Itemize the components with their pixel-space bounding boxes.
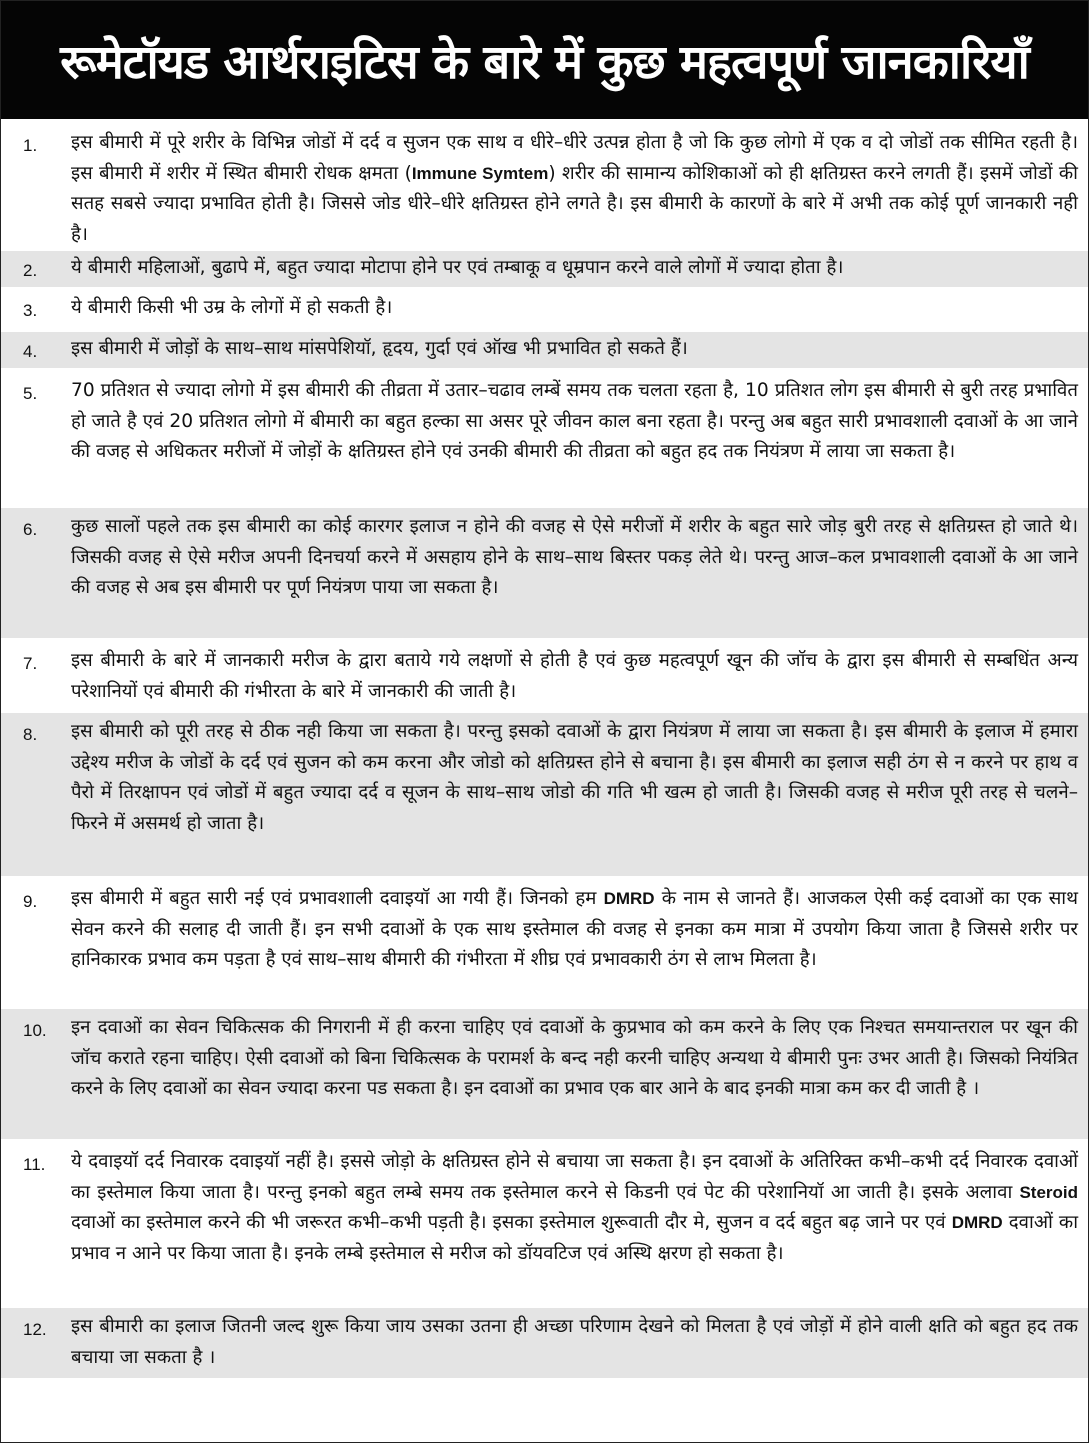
item-text-run: ये बीमारी किसी भी उम्र के लोगों में हो सकती है। [71,297,393,318]
item-text [63,1312,1078,1378]
item-text [63,334,1078,368]
list-item [1,508,1088,638]
item-text-run: कुछ सालों पहले तक इस बीमारी का कोई कारगर इलाज न होने की वजह से ऐसे मरीजों में शरीर के बहुत सारे जोड़ बुरी तरह से क्षतिग्रस्त हो जाते थे। जिसकी वजह से ऐसे मरीज अपनी दिनचर्या करने में असहाय होने के साथ–साथ बिस्तर पकड़ लेते थे। परन्तु आज–कल प्रभावशाली दवाओं के आ जाने की वजह से अब इस बीमारी पर पूर्ण नियंत्रण पाया जा सकता है। [71,516,1078,598]
item-text [63,512,1078,638]
list-item [1,638,1088,713]
item-number: 4. [23,342,38,361]
item-text-emphasis: DMRD [951,1213,1003,1232]
item-text-emphasis: Steroid [1019,1182,1078,1202]
item-text [63,1013,1078,1139]
item-text-run: ये बीमारी महिलाओं, बुढापे में, बहुत ज्यादा मोटापा होने पर एवं तम्बाकू व धूम्रपान करने वाले लोगों में ज्यादा होता है। [71,257,844,278]
item-text [63,376,1078,508]
item-text-run: 70 प्रतिशत से ज्यादा लोगो में इस बीमारी की तीव्रता में उतार–चढाव लम्बें समय तक चलता रहता है, 10 प्रतिशत लोग इस बीमारी से बुरी तरह प्रभावित हो जाते है एवं 20 प्रतिशत लोगो में बीमारी का बहुत हल्का सा असर पूरे जीवन काल बना रहता है। परन्तु अब बहुत सारी प्रभावशाली दवाओं के आ जाने की वजह से अधिकतर मरीजों में जोड़ों के क्षतिग्रस्त होने एवं उनकी बीमारी की तीव्रता को बहुत हद तक नियंत्रण में लाया जा सकता है। [71,380,1078,462]
item-number: 9. [23,892,38,911]
item-text [63,293,1078,332]
item-text-run: इस बीमारी में बहुत सारी नई एवं प्रभावशाली दवाइयॉ आ गयी हैं। जिनको हम [71,888,604,909]
item-number: 10. [23,1021,47,1040]
item-text-emphasis: DMRD [603,889,655,908]
item-text-run: इस बीमारी के बारे में जानकारी मरीज के द्वारा बताये गये लक्षणों से होती है एवं कुछ महत्वपूर्ण खून की जॉच के द्वारा इस बीमारी से सम्बधिंत अन्य परेशानियों एवं बीमारी की गंभीरता के बारे में जानकारी की जाती है। [71,650,1078,702]
item-number: 1. [23,136,38,155]
item-number: 2. [23,261,38,280]
title-banner [1,1,1088,119]
item-number: 7. [23,654,38,673]
item-text-run: दवाओं का इस्तेमाल करने की भी जरूरत कभी–कभी पड़ती है। इसका इस्तेमाल शुरूवाती दौर मे, सुजन व दर्द बहुत बढ़ जाने पर एवं [71,1212,952,1233]
item-text-run: दवाओं का प्रभाव न आने पर किया जाता है। इनके लम्बे इस्तेमाल से मरीज को डॉयवटिज एवं अस्थि क्षरण हो सकता है। [71,1212,1079,1264]
item-text [63,717,1078,876]
item-text [63,253,1078,287]
item-text [63,128,1078,251]
item-text [63,1147,1078,1308]
list-item [1,1009,1088,1139]
item-number: 3. [23,301,38,320]
item-text-run: के नाम से जानते हैं। आजकल ऐसी कई दवाओं का एक साथ सेवन करने की सलाह दी जाती हैं। इन सभी दवाओं के एक साथ इस्तेमाल की वजह से इनका कम मात्रा में उपयोग किया जाता है जिससे शरीर पर हानिकारक प्रभाव कम पड़ता है एवं साथ–साथ बीमारी की गंभीरता में शीघ्र एवं प्रभावकारी ठंग से लाभ मिलता है। [71,888,1078,970]
list-item [1,713,1088,876]
list-item [1,251,1088,287]
list-item [1,368,1088,508]
page-title: रूमेटॉयड आर्थराइटिस के बारे में कुछ महत्वपूर्ण जानकारियाँ [60,35,1029,90]
item-number: 6. [23,520,38,539]
item-number: 11. [23,1155,46,1174]
item-text-run: इन दवाओं का सेवन चिकित्सक की निगरानी में ही करना चाहिए एवं दवाओं के कुप्रभाव को कम करने के लिए एक निश्चत समयान्तराल पर खून की जॉच कराते रहना चाहिए। ऐसी दवाओं को बिना चिकित्सक के परामर्श के बन्द नही करनी चाहिए अन्यथा ये बीमारी पुनः उभर आती है। जिसको नियंत्रित करने के लिए दवाओं का सेवन ज्यादा करना पड सकता है। इन दवाओं का प्रभाव एक बार आने के बाद इनकी मात्रा कम कर दी जाती है । [71,1017,1078,1099]
list-item [1,332,1088,368]
item-number: 8. [23,725,38,744]
item-number: 5. [23,384,38,403]
item-text-run: ये दवाइयॉ दर्द निवारक दवाइयॉ नहीं है। इससे जोड़ो के क्षतिग्रस्त होने से बचाया जा सकता है। इन दवाओं के अतिरिक्त कभी–कभी दर्द निवारक दवाओं का इस्तेमाल किया जाता है। परन्तु इनको बहुत लम्बे समय तक इस्तेमाल करने से किडनी एवं पेट की परेशानियॉ आ जाती है। इसके अलावा [71,1151,1078,1203]
item-text-run: ) शरीर की सामान्य कोशिकाओं को ही क्षतिग्रस्त करने लगती हैं। इसमें जोडों की सतह सबसे ज्यादा प्रभावित होती है। जिससे जोड धीरे–धीरे क्षतिग्रस्त होने लगते है। इस बीमारी के कारणों के बारे में अभी तक कोई पूर्ण जानकारी नही है। [71,162,1078,245]
item-text-run: इस बीमारी का इलाज जितनी जल्द शुरू किया जाय उसका उतना ही अच्छा परिणाम देखने को मिलता है एवं जोड़ों में होने वाली क्षति को बहुत हद तक बचाया जा सकता है । [71,1316,1078,1368]
item-text-run: इस बीमारी में जोड़ों के साथ–साथ मांसपेशियॉ, हृदय, गुर्दा एवं ऑख भी प्रभावित हो सकते हैं। [71,338,688,359]
item-text [63,646,1078,713]
list-item [1,1139,1088,1308]
item-text-emphasis: Immune Symtem [411,163,549,183]
item-text-run: इस बीमारी में पूरे शरीर के विभिन्न जोडों में दर्द व सुजन एक साथ व धीरे–धीरे उत्पन्न होता है जो कि कुछ लोगो में एक व दो जोडों तक सीमित रहती है। इस बीमारी में शरीर में स्थित बीमारी रोधक क्षमता ( [71,132,1078,184]
item-text [63,884,1078,1009]
list-item [1,287,1088,332]
item-text-run: इस बीमारी को पूरी तरह से ठीक नही किया जा सकता है। परन्तु इसको दवाओं के द्वारा नियंत्रण में लाया जा सकता है। इस बीमारी के इलाज में हमारा उद्देश्य मरीज के जोडों के दर्द एवं सुजन को कम करना और जोडो को क्षतिग्रस्त होने से बचाना है। इस बीमारी का इलाज सही ठंग से न करने पर हाथ व पैरो में तिरक्षापन एवं जोडों में बहुत ज्यादा दर्द व सूजन के साथ–साथ जोडो की गति भी खत्म हो जाती है। जिसकी वजह से मरीज पूरी तरह से चलने–फिरने में असमर्थ हो जाता है। [71,721,1078,834]
item-list [1,119,1088,1378]
list-item [1,1308,1088,1378]
item-number: 12. [23,1320,47,1339]
list-item [1,126,1088,251]
list-item [1,876,1088,1009]
